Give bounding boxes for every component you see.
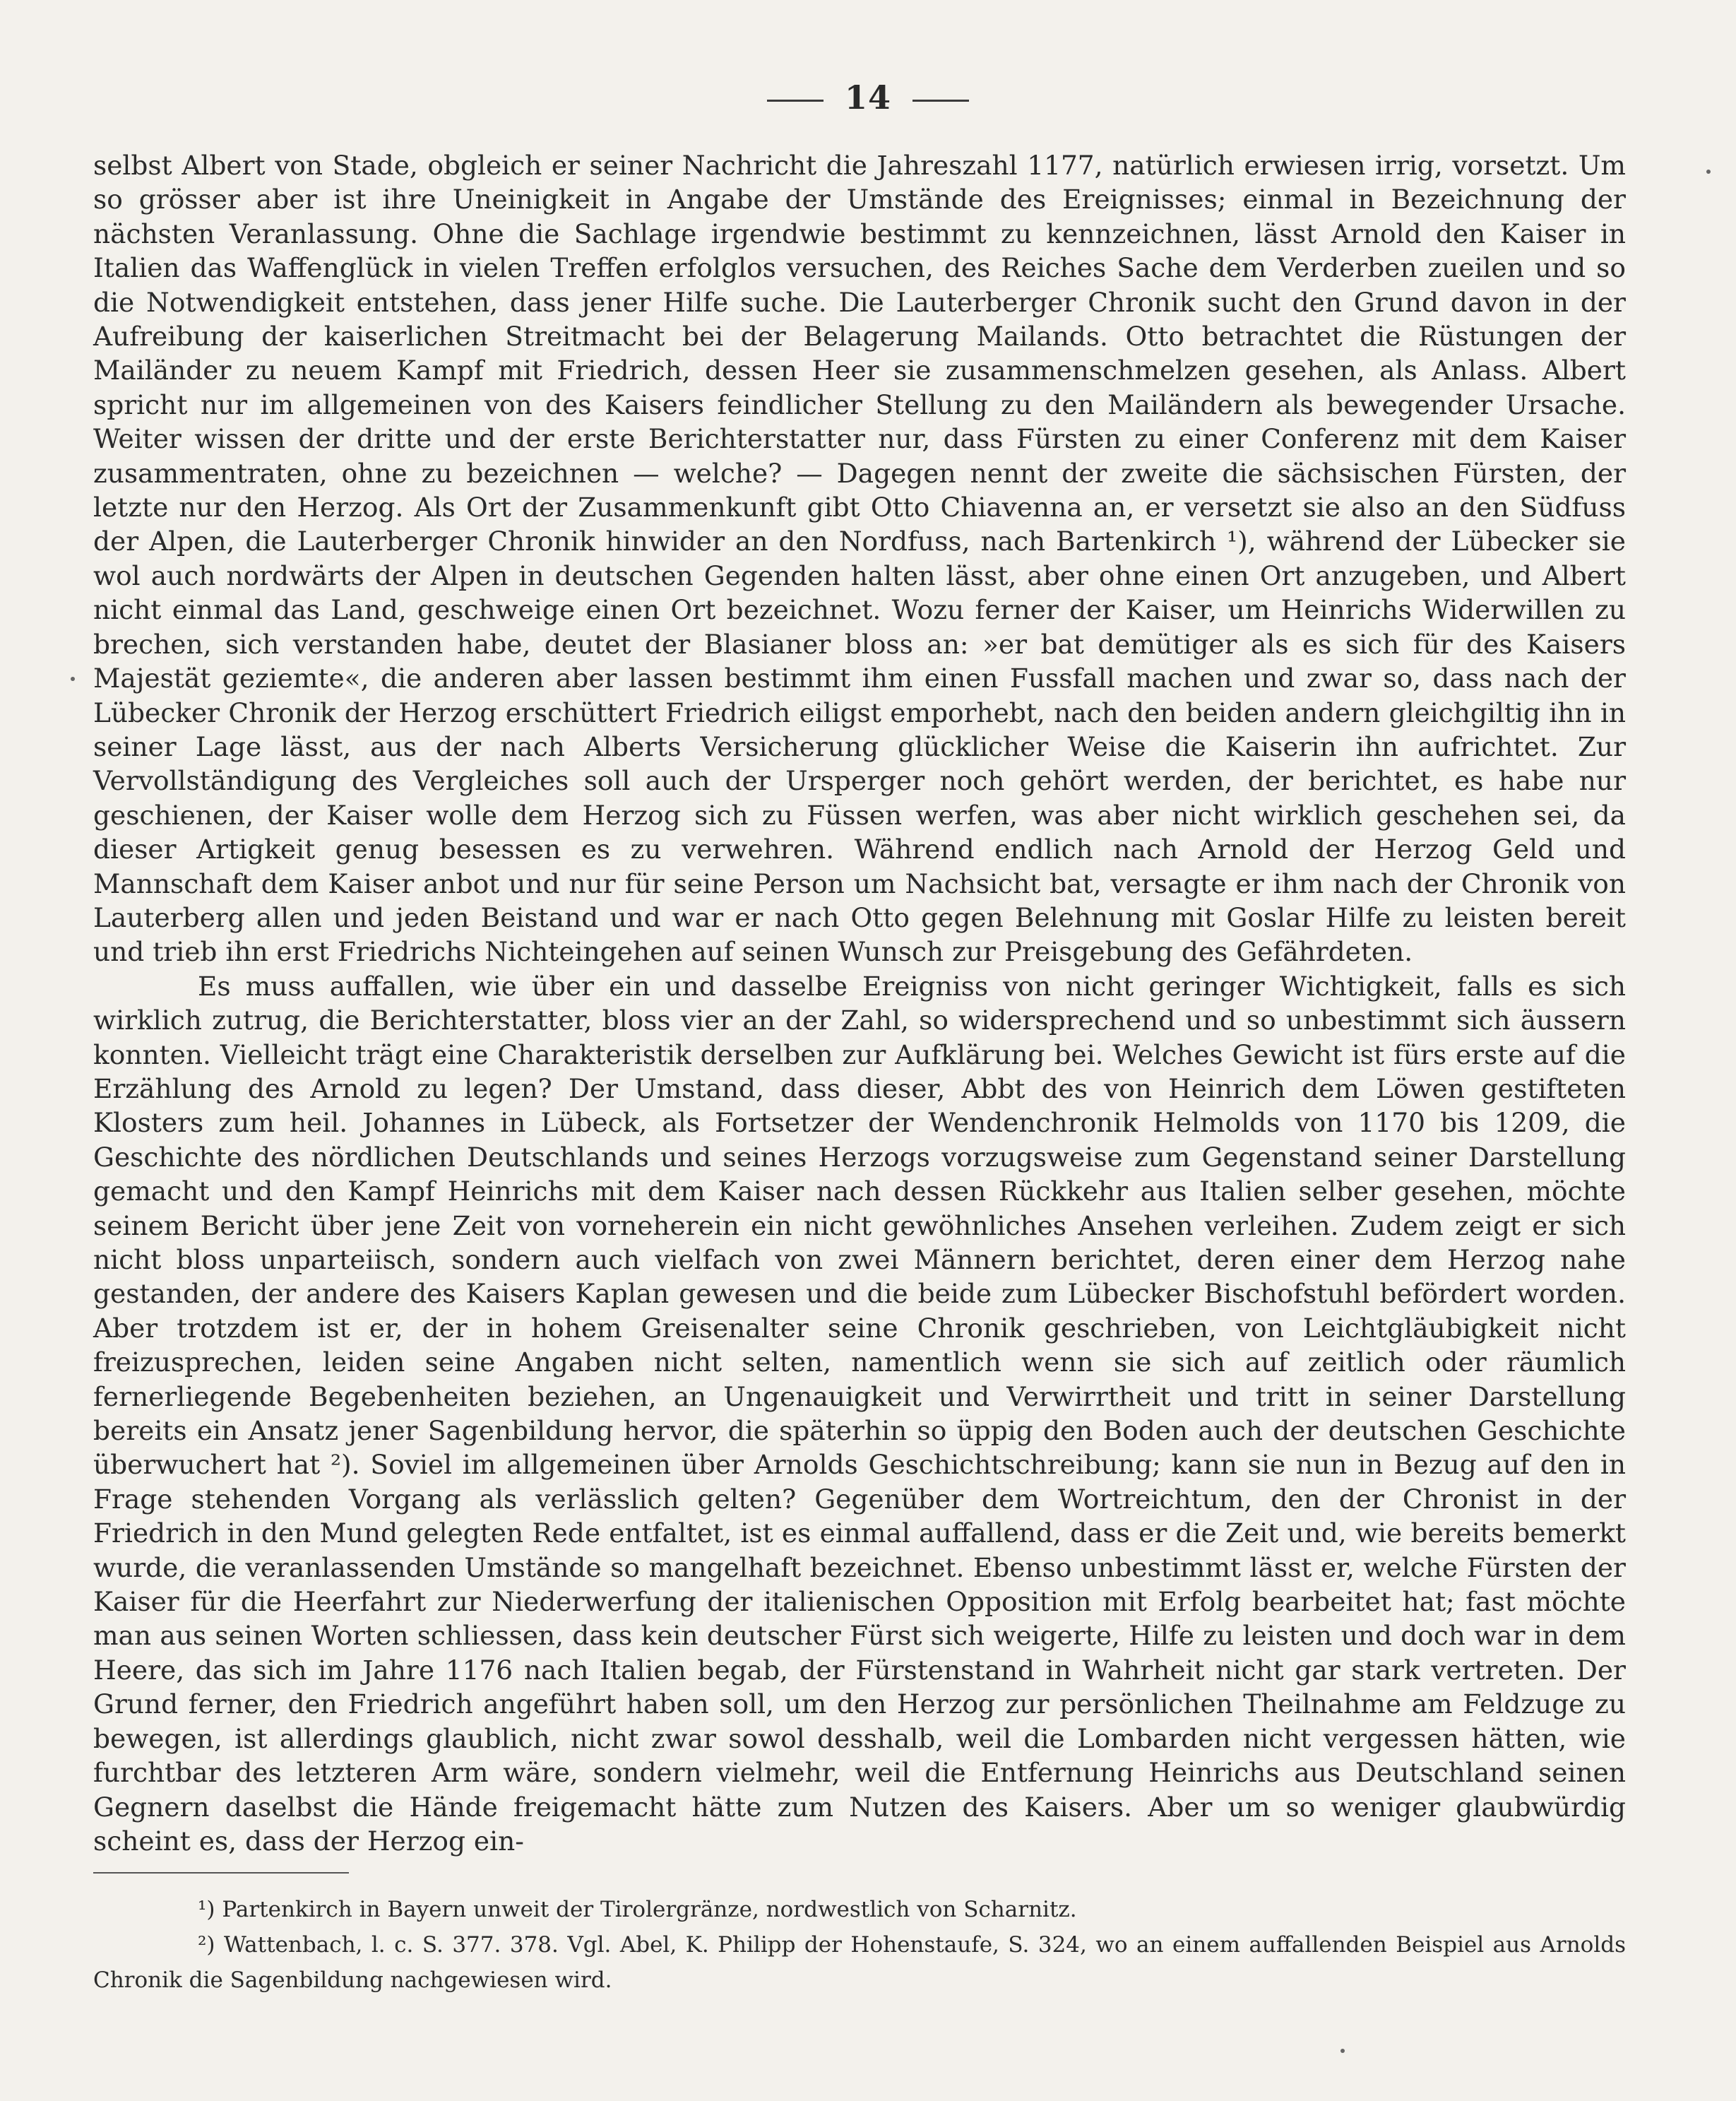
body-text bbox=[93, 148, 1626, 1858]
header-rule-left bbox=[767, 100, 824, 102]
header-rule-right bbox=[912, 100, 969, 102]
footnotes bbox=[93, 1892, 1626, 1998]
paper-speck bbox=[71, 677, 75, 681]
paragraph-1: selbst Albert von Stade, obgleich er seiner Nachricht die Jahreszahl 1177, natürlich erwiesen irrig, vorsetzt. Um so grösser aber ist ihre Uneinigkeit in Angabe der Umstände des Ereignisses; einmal in Bezeichnung der nächsten Veranlassung. Ohne die Sachlage irgendwie bestimmt zu kennzeichnen, lässt Arnold den Kaiser in Italien das Waffenglück in vielen Treffen erfolglos versuchen, des Reiches Sache dem Verderben zueilen und so die Notwendigkeit entstehen, dass jener Hilfe suche. Die Lauterberger Chronik sucht den Grund davon in der Aufreibung der kaiserlichen Streitmacht bei der Belagerung Mailands. Otto betrachtet die Rüstungen der Mailänder zu neuem Kampf mit Friedrich, dessen Heer sie zusammenschmelzen gesehen, als Anlass. Albert spricht nur im allgemeinen von des Kaisers feindlicher Stellung zu den Mailändern als bewegender Ursache. Weiter wissen der dritte und der erste Berichterstatter nur, dass Fürsten zu einer Conferenz mit dem Kaiser zusammentraten, ohne zu bezeichnen — welche? — Dagegen nennt der zweite die sächsischen Fürsten, der letzte nur den Herzog. Als Ort der Zusammenkunft gibt Otto Chiavenna an, er versetzt sie also an den Südfuss der Alpen, die Lauterberger Chronik hinwider an den Nordfuss, nach Bartenkirch ¹), während der Lübecker sie wol auch nordwärts der Alpen in deutschen Gegenden halten lässt, aber ohne einen Ort anzugeben, und Albert nicht einmal das Land, geschweige einen Ort bezeichnet. Wozu ferner der Kaiser, um Heinrichs Widerwillen zu brechen, sich verstanden habe, deutet der Blasianer bloss an: »er bat demütiger als es sich für des Kaisers Majestät geziemte«, die anderen aber lassen bestimmt ihm einen Fussfall machen und zwar so, dass nach der Lübecker Chronik der Herzog erschüttert Friedrich eiligst emporhebt, nach den beiden andern gleichgiltig ihn in seiner Lage lässt, aus der nach Alberts Versicherung glücklicher Weise die Kaiserin ihn aufrichtet. Zur Vervollständigung des Vergleiches soll auch der Ursperger noch gehört werden, der berichtet, es habe nur geschienen, der Kaiser wolle dem Herzog sich zu Füssen werfen, was aber nicht wirklich geschehen sei, da dieser Artigkeit genug besessen es zu verwehren. Während endlich nach Arnold der Herzog Geld und Mannschaft dem Kaiser anbot und nur für seine Person um Nachsicht bat, versagte er ihm nach der Chronik von Lauterberg allen und jeden Beistand und war er nach Otto gegen Belehnung mit Goslar Hilfe zu leisten bereit und trieb ihn erst Friedrichs Nichteingehen auf seinen Wunsch zur Preisgebung des Gefährdeten. bbox=[93, 150, 1626, 968]
footnote-2: ²) Wattenbach, l. c. S. 377. 378. Vgl. Abel, K. Philipp der Hohenstaufe, S. 324, wo an einem auffallenden Beispiel aus Arnolds Chronik die Sagenbildung nachgewiesen wird. bbox=[93, 1932, 1626, 1993]
footnote-divider bbox=[93, 1872, 349, 1874]
paper-speck bbox=[1340, 2049, 1345, 2053]
paper-speck bbox=[1706, 170, 1711, 174]
footnote-1: ¹) Partenkirch in Bayern unweit der Tirolergränze, nordwestlich von Scharnitz. bbox=[198, 1897, 1077, 1922]
page-header bbox=[0, 76, 1736, 119]
paragraph-2: Es muss auffallen, wie über ein und dasselbe Ereigniss von nicht geringer Wichtigkeit, falls es sich wirklich zutrug, die Berichterstatter, bloss vier an der Zahl, so widersprechend und so unbestimmt sich äussern konnten. Vielleicht trägt eine Charakteristik derselben zur Aufklärung bei. Welches Gewicht ist fürs erste auf die Erzählung des Arnold zu legen? Der Umstand, dass dieser, Abbt des von Heinrich dem Löwen gestifteten Klosters zum heil. Johannes in Lübeck, als Fortsetzer der Wendenchronik Helmolds von 1170 bis 1209, die Geschichte des nördlichen Deutschlands und seines Herzogs vorzugsweise zum Gegenstand seiner Darstellung gemacht und den Kampf Heinrichs mit dem Kaiser nach dessen Rückkehr aus Italien selber gesehen, möchte seinem Bericht über jene Zeit von vorneherein ein nicht gewöhnliches Ansehen verleihen. Zudem zeigt er sich nicht bloss unparteiisch, sondern auch vielfach von zwei Männern berichtet, deren einer dem Herzog nahe gestanden, der andere des Kaisers Kaplan gewesen und die beide zum Lübecker Bischofstuhl befördert worden. Aber trotzdem ist er, der in hohem Greisenalter seine Chronik geschrieben, von Leichtgläubigkeit nicht freizusprechen, leiden seine Angaben nicht selten, namentlich wenn sie sich auf zeitlich oder räumlich fernerliegende Begebenheiten beziehen, an Ungenauigkeit und Verwirrtheit und tritt in seiner Darstellung bereits ein Ansatz jener Sagenbildung hervor, die späterhin so üppig den Boden auch der deutschen Geschichte überwuchert hat ²). Soviel im allgemeinen über Arnolds Geschichtschreibung; kann sie nun in Bezug auf den in Frage stehenden Vorgang als verlässlich gelten? Gegenüber dem Wortreichtum, den der Chronist in der Friedrich in den Mund gelegten Rede entfaltet, ist es einmal auffallend, dass er die Zeit und, wie bereits bemerkt wurde, die veranlassenden Umstände so mangelhaft bezeichnet. Ebenso unbestimmt lässt er, welche Fürsten der Kaiser für die Heerfahrt zur Niederwerfung der italienischen Opposition mit Erfolg bearbeitet hat; fast möchte man aus seinen Worten schliessen, dass kein deutscher Fürst sich weigerte, Hilfe zu leisten und doch war in dem Heere, das sich im Jahre 1176 nach Italien begab, der Fürstenstand in Wahrheit nicht gar stark vertreten. Der Grund ferner, den Friedrich angeführt haben soll, um den Herzog zur persönlichen Theilnahme am Feldzuge zu bewegen, ist allerdings glaublich, nicht zwar sowol desshalb, weil die Lombarden nicht vergessen hätten, wie furchtbar des letzteren Arm wäre, sondern vielmehr, weil die Entfernung Heinrichs aus Deutschland seinen Gegnern daselbst die Hände freigemacht hätte zum Nutzen des Kaisers. Aber um so weniger glaubwürdig scheint es, dass der Herzog ein- bbox=[93, 970, 1626, 1857]
page-number: 14 bbox=[844, 78, 891, 117]
